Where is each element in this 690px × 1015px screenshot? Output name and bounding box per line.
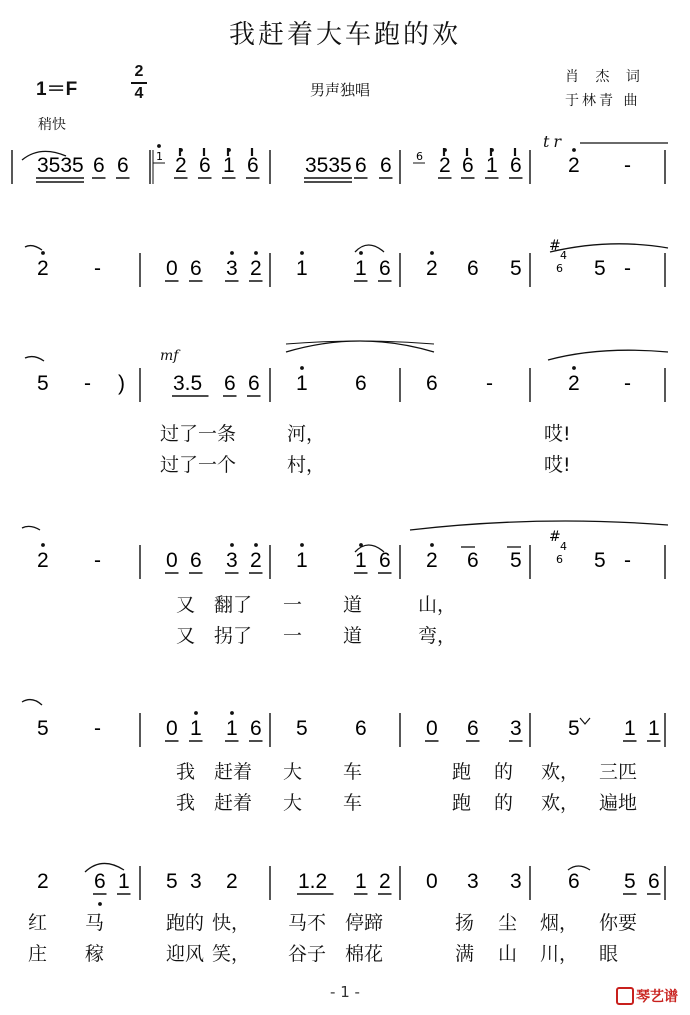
page-number: - 1 - [330, 983, 360, 1001]
note: 2 [175, 154, 187, 177]
note: 5 [594, 257, 606, 280]
note: 6 [510, 154, 522, 177]
lyricist-credit: 肖 杰 词 [565, 69, 646, 85]
logo-icon [616, 987, 634, 1005]
note: 6 [379, 549, 391, 572]
lyric-word: 三匹 [599, 761, 638, 783]
composer-credit: 于林青 曲 [565, 93, 641, 109]
note: 1 [355, 257, 367, 280]
note: 0 [426, 717, 438, 740]
note: ) [118, 372, 125, 395]
song-title: 我赶着大车跑的欢 [228, 20, 461, 50]
lyric-word: 拐了 [214, 625, 253, 647]
sharp-four: 4 [560, 540, 567, 553]
lyric-word: 山， [418, 594, 457, 616]
note: 2 [226, 870, 238, 893]
note: 2 [37, 257, 49, 280]
grace-note: 6 [416, 150, 423, 163]
lyric-word: 哎! [544, 454, 571, 476]
time-signature-bottom: 4 [134, 85, 144, 102]
lyric-word: 弯， [418, 625, 457, 647]
note: 5 [510, 549, 522, 572]
high-octave-dot [41, 543, 45, 547]
performance-type: 男声独唱 [310, 81, 371, 99]
lyric-word: 跑的 [166, 912, 205, 934]
high-octave-dot [194, 711, 198, 715]
high-octave-dot [230, 251, 234, 255]
lyric-word: 扬 [455, 912, 475, 934]
high-octave-dot [157, 144, 161, 148]
note: 5 [568, 717, 580, 740]
grace-note: 1 [156, 150, 163, 163]
lyric-word: 棉花 [345, 943, 384, 965]
note: 1 [296, 257, 308, 280]
lyric-word: 的 [494, 792, 514, 814]
note: 6 [117, 154, 129, 177]
note: 2 [439, 154, 451, 177]
lyric-word: 的 [494, 761, 514, 783]
lyric-word: 迎风 [166, 943, 205, 965]
lyric-word: 笑， [212, 943, 251, 965]
lyric-word: 停蹄 [345, 912, 384, 934]
note: 6 [94, 870, 106, 893]
lyric-word: 车 [343, 792, 363, 814]
lyric-word: 稼 [85, 943, 105, 965]
note: 1 [296, 549, 308, 572]
note: 5 [510, 257, 522, 280]
dynamic-marking: mf [160, 348, 179, 364]
lyric-word: 欢， [541, 761, 580, 783]
lyric-word: 道 [343, 625, 363, 647]
lyric-word: 又 [176, 625, 196, 647]
watermark-logo [616, 986, 678, 1006]
note: 3 [190, 870, 202, 893]
lyric-word: 庄 [28, 943, 48, 965]
high-octave-dot [300, 543, 304, 547]
note: 3535 [37, 154, 84, 177]
lyric-word: 欢， [541, 792, 580, 814]
note: 0 [426, 870, 438, 893]
grace-note: 6 [556, 553, 563, 566]
note: 6 [648, 870, 660, 893]
note: 0 [166, 549, 178, 572]
slur-arc [22, 700, 42, 705]
note: 6 [355, 372, 367, 395]
note: 2 [250, 257, 262, 280]
lyric-word: 赶着 [214, 761, 253, 783]
lyric-word: 谷子 [288, 943, 327, 965]
breath-mark [580, 718, 590, 724]
watermark-text: 琴艺谱 [636, 989, 678, 1005]
note: 0 [166, 257, 178, 280]
note: 5 [37, 717, 49, 740]
slur-arc [25, 246, 42, 250]
sharp-four: 4 [560, 249, 567, 262]
lyric-word: 满 [455, 943, 475, 965]
sharp-sign: # [549, 529, 561, 545]
note: 6 [467, 257, 479, 280]
note: 2 [250, 549, 262, 572]
note: 1 [624, 717, 636, 740]
lyric-word: 遍地 [599, 792, 638, 814]
lyric-word: 快， [212, 912, 251, 934]
note: 5 [296, 717, 308, 740]
tie-arc [410, 521, 668, 530]
note: 1 [486, 154, 498, 177]
note: 6 [426, 372, 438, 395]
tie-arc [548, 350, 668, 360]
note: 6 [462, 154, 474, 177]
lyric-word: 赶着 [214, 792, 253, 814]
high-octave-dot [300, 366, 304, 370]
note: 6 [379, 257, 391, 280]
lyric-word: 跑 [452, 792, 472, 814]
note: 3535 [305, 154, 352, 177]
note: - [624, 372, 631, 395]
grace-note: 6 [556, 262, 563, 275]
lyric-word: 过了一条 [160, 423, 237, 445]
lyric-word: 跑 [452, 761, 472, 783]
note: 2 [37, 870, 49, 893]
lyric-word: 尘 [498, 912, 518, 934]
note: 6 [248, 372, 260, 395]
tempo-marking: 稍快 [38, 117, 66, 133]
note: 6 [250, 717, 262, 740]
lyric-word: 山 [498, 943, 518, 965]
high-octave-dot [254, 251, 258, 255]
note: 3 [510, 717, 522, 740]
trill-marking: tr [543, 132, 566, 151]
lyric-word: 村， [287, 454, 326, 476]
slur-arc [286, 341, 434, 344]
note: - [94, 549, 101, 572]
note: - [624, 549, 631, 572]
lyric-word: 我 [176, 761, 196, 783]
high-octave-dot [254, 543, 258, 547]
note: 1 [296, 372, 308, 395]
note: 0 [166, 717, 178, 740]
note: 6 [199, 154, 211, 177]
lyric-word: 一 [283, 594, 303, 616]
note: 6 [355, 154, 367, 177]
note: 6 [190, 549, 202, 572]
note: 6 [380, 154, 392, 177]
note: 3 [226, 257, 238, 280]
high-octave-dot [572, 366, 576, 370]
note: 1 [355, 870, 367, 893]
note: 1 [190, 717, 202, 740]
lyric-word: 川， [540, 943, 579, 965]
high-octave-dot [430, 251, 434, 255]
high-octave-dot [41, 251, 45, 255]
note: 3 [510, 870, 522, 893]
note: 1 [355, 549, 367, 572]
note: 6 [467, 549, 479, 572]
lyric-word: 河， [287, 423, 326, 445]
sharp-sign: # [549, 238, 561, 254]
lyric-word: 车 [343, 761, 363, 783]
note: 6 [568, 870, 580, 893]
tie-arc [550, 244, 668, 252]
note: 3 [467, 870, 479, 893]
note: 2 [379, 870, 391, 893]
note: 6 [224, 372, 236, 395]
low-octave-dot [98, 902, 102, 906]
lyric-word: 眼 [599, 943, 619, 965]
note: - [84, 372, 91, 395]
note: 2 [426, 549, 438, 572]
key-signature: 1＝F [36, 79, 78, 100]
note: - [624, 257, 631, 280]
lyric-word: 大 [283, 761, 303, 783]
high-octave-dot [359, 251, 363, 255]
note: - [94, 717, 101, 740]
note: 5 [594, 549, 606, 572]
high-octave-dot [230, 543, 234, 547]
slur-arc [22, 526, 40, 530]
lyric-word: 道 [343, 594, 363, 616]
lyric-word: 马 [85, 912, 105, 934]
high-octave-dot [300, 251, 304, 255]
note: 6 [467, 717, 479, 740]
note: 2 [568, 372, 580, 395]
lyric-word: 你要 [599, 912, 638, 934]
note: - [486, 372, 493, 395]
note: 1 [118, 870, 130, 893]
lyric-word: 马不 [288, 912, 327, 934]
note: 6 [355, 717, 367, 740]
note: - [94, 257, 101, 280]
high-octave-dot [230, 711, 234, 715]
note: 6 [247, 154, 259, 177]
note: 2 [37, 549, 49, 572]
lyric-word: 烟， [540, 912, 579, 934]
lyric-word: 红 [28, 912, 48, 934]
time-signature-top: 2 [134, 63, 144, 80]
lyric-word: 一 [283, 625, 303, 647]
slur-arc [355, 245, 384, 252]
high-octave-dot [430, 543, 434, 547]
note: 5 [166, 870, 178, 893]
note: 6 [93, 154, 105, 177]
note: 3.5 [173, 372, 203, 395]
lyric-word: 翻了 [214, 594, 253, 616]
note: 5 [624, 870, 636, 893]
note: 1 [223, 154, 235, 177]
lyric-word: 大 [283, 792, 303, 814]
high-octave-dot [572, 148, 576, 152]
note: - [624, 154, 631, 177]
lyric-word: 又 [176, 594, 196, 616]
note: 2 [426, 257, 438, 280]
note: 1 [226, 717, 238, 740]
note: 1.2 [298, 870, 328, 893]
note: 3 [226, 549, 238, 572]
lyric-word: 哎! [544, 423, 571, 445]
lyric-word: 我 [176, 792, 196, 814]
lyric-word: 过了一个 [160, 454, 237, 476]
note: 6 [190, 257, 202, 280]
note: 2 [568, 154, 580, 177]
note: 1 [648, 717, 660, 740]
note: 5 [37, 372, 49, 395]
slur-arc [25, 357, 44, 361]
